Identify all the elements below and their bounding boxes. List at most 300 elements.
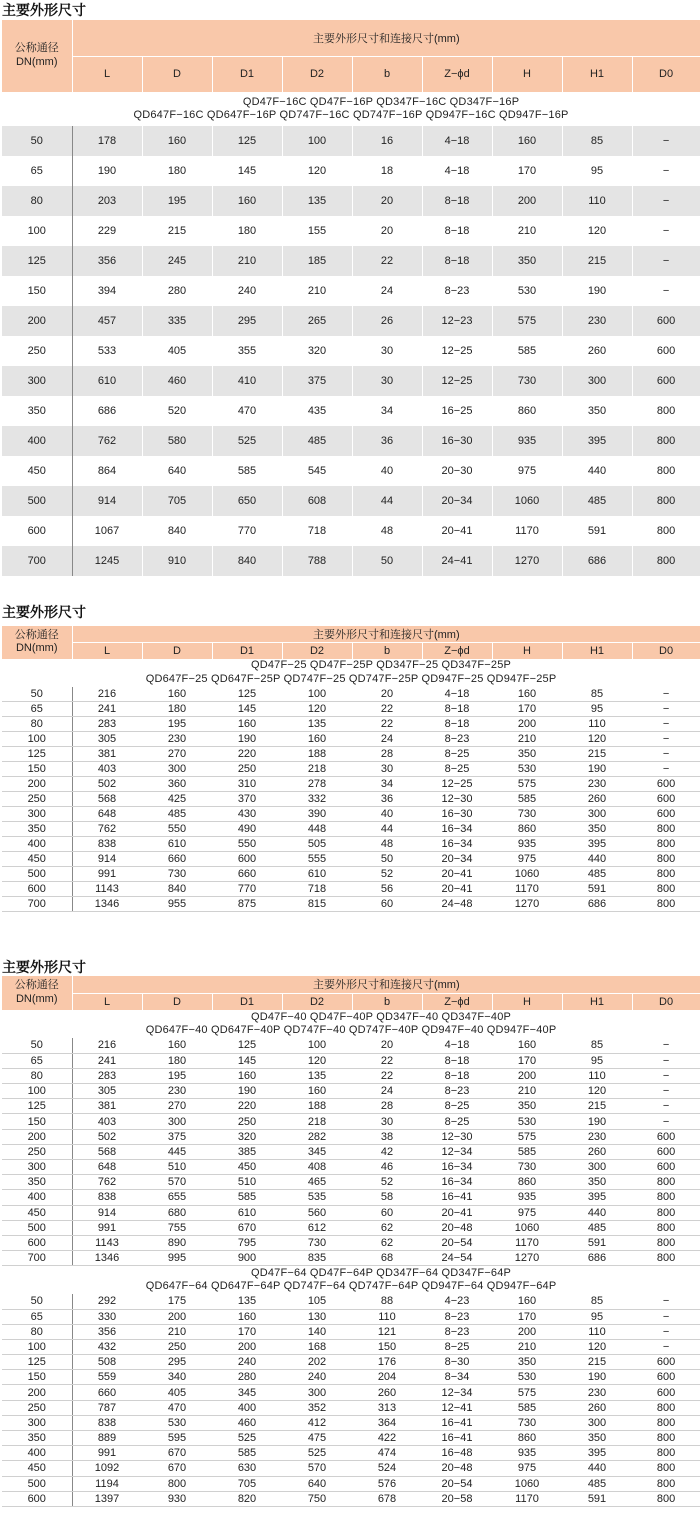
cell-value: 660 [72,1385,142,1400]
cell-value: 610 [282,867,352,882]
cell-dn: 150 [2,1370,72,1385]
cell-value: 20 [352,1038,422,1053]
cell-value: 525 [282,1446,352,1461]
cell-value: 300 [562,1160,632,1175]
cell-value: 591 [562,1235,632,1250]
cell-value: − [632,1053,700,1068]
cell-value: 215 [562,747,632,762]
cell-value: 670 [142,1461,212,1476]
cell-value: 100 [282,126,352,156]
table-row [2,1084,700,1099]
column-header: H1 [562,643,632,659]
cell-dn: 80 [2,186,72,216]
cell-value: 705 [212,1476,282,1491]
cell-dn: 100 [2,732,72,747]
cell-value: 295 [212,306,282,336]
cell-dn: 250 [2,1400,72,1415]
cell-value: 585 [492,1144,562,1159]
cell-value: 991 [72,1220,142,1235]
cell-value: 62 [352,1220,422,1235]
cell-value: 22 [352,702,422,717]
cell-value: 991 [72,867,142,882]
cell-value: 110 [352,1309,422,1324]
cell-value: 160 [492,1294,562,1309]
cell-value: 283 [72,1068,142,1083]
cell-value: 40 [352,807,422,822]
cell-value: 145 [212,702,282,717]
cell-dn: 65 [2,156,72,186]
table-row [2,186,700,216]
cell-value: 648 [72,1160,142,1175]
cell-value: 16−41 [422,1190,492,1205]
cell-value: 160 [492,687,562,702]
cell-value: 1397 [72,1491,142,1506]
cell-value: − [632,246,700,276]
column-header: L [72,643,142,659]
table-row [2,426,700,456]
cell-value: 475 [282,1431,352,1446]
cell-value: 686 [562,897,632,912]
cell-dn: 450 [2,456,72,486]
cell-value: 220 [212,1099,282,1114]
cell-value: 350 [562,822,632,837]
cell-value: 648 [72,807,142,822]
table-row [2,1491,700,1506]
cell-value: − [632,1294,700,1309]
cell-value: 215 [562,1355,632,1370]
cell-value: 835 [282,1251,352,1266]
cell-value: 530 [492,1370,562,1385]
cell-value: 889 [72,1431,142,1446]
cell-value: 955 [142,897,212,912]
table-row [2,1476,700,1491]
cell-value: 730 [142,867,212,882]
cell-value: − [632,1068,700,1083]
cell-value: 215 [562,246,632,276]
column-header: b [352,643,422,659]
cell-value: 356 [72,246,142,276]
cell-value: 340 [142,1370,212,1385]
cell-value: 8−23 [422,1324,492,1339]
table-row [2,126,700,156]
cell-value: 570 [282,1461,352,1476]
cell-value: 394 [72,276,142,306]
cell-value: 16−34 [422,1175,492,1190]
cell-value: 150 [352,1339,422,1354]
cell-value: − [632,1099,700,1114]
cell-value: 16−30 [422,426,492,456]
cell-value: 838 [72,837,142,852]
table-row [2,1205,700,1220]
cell-dn: 250 [2,1144,72,1159]
cell-value: 585 [212,456,282,486]
cell-value: 260 [352,1385,422,1400]
cell-value: 24 [352,276,422,306]
cell-value: 524 [352,1461,422,1476]
model-line-1: QD47F−64 QD47F−64P QD347F−64 QD347F−64P [250,1266,512,1279]
cell-dn: 50 [2,1294,72,1309]
cell-value: 1170 [492,1491,562,1506]
cell-value: 160 [282,732,352,747]
cell-value: 485 [142,807,212,822]
cell-value: − [632,1339,700,1354]
cell-value: 585 [212,1190,282,1205]
cell-value: 305 [72,732,142,747]
cell-dn: 80 [2,1324,72,1339]
cell-value: 560 [282,1205,352,1220]
cell-value: 20−30 [422,456,492,486]
cell-value: 530 [492,276,562,306]
cell-value: − [632,687,700,702]
cell-dn: 450 [2,1205,72,1220]
cell-value: 100 [282,687,352,702]
cell-value: 305 [72,1084,142,1099]
column-header: D2 [282,56,352,92]
cell-value: 400 [212,1400,282,1415]
cell-value: 8−34 [422,1370,492,1385]
table-row [2,1038,700,1053]
cell-value: 381 [72,1099,142,1114]
cell-value: 135 [212,1294,282,1309]
cell-value: 300 [142,1114,212,1129]
cell-value: 36 [352,426,422,456]
cell-value: 215 [142,216,212,246]
cell-value: 88 [352,1294,422,1309]
column-header: b [352,56,422,92]
cell-value: 20−41 [422,867,492,882]
cell-value: 995 [142,1251,212,1266]
cell-value: 135 [282,186,352,216]
header-dn-label: 公称通径 [14,42,59,55]
cell-value: 1060 [492,1476,562,1491]
cell-value: 1143 [72,882,142,897]
cell-value: 403 [72,762,142,777]
cell-dn: 600 [2,516,72,546]
cell-dn: 700 [2,897,72,912]
table-row [2,246,700,276]
table-row [2,852,700,867]
cell-value: 1060 [492,486,562,516]
cell-dn: 500 [2,1220,72,1235]
cell-value: 216 [72,1038,142,1053]
cell-value: 8−30 [422,1355,492,1370]
cell-value: − [632,702,700,717]
cell-value: 591 [562,516,632,546]
cell-value: 1194 [72,1476,142,1491]
cell-value: 230 [562,306,632,336]
cell-value: 300 [142,762,212,777]
table-row [2,456,700,486]
cell-value: 34 [352,396,422,426]
cell-value: 30 [352,1114,422,1129]
cell-value: 12−25 [422,366,492,396]
table-row [2,1431,700,1446]
cell-value: 991 [72,1446,142,1461]
cell-value: 840 [142,882,212,897]
cell-value: 240 [282,1370,352,1385]
table-row [2,276,700,306]
cell-value: 4−18 [422,156,492,186]
cell-value: 295 [142,1355,212,1370]
cell-value: 600 [632,336,700,366]
cell-value: 568 [72,1144,142,1159]
cell-value: 16−48 [422,1446,492,1461]
cell-value: 100 [282,1038,352,1053]
cell-value: 350 [562,396,632,426]
cell-value: 210 [492,1339,562,1354]
cell-value: 860 [492,1175,562,1190]
cell-value: 195 [142,186,212,216]
cell-value: 30 [352,762,422,777]
cell-value: 550 [212,837,282,852]
cell-dn: 125 [2,1355,72,1370]
cell-value: 485 [282,426,352,456]
table-row [2,1385,700,1400]
cell-value: 600 [632,807,700,822]
table-row [2,807,700,822]
table-row [2,1324,700,1339]
cell-value: 440 [562,852,632,867]
cell-value: 210 [142,1324,212,1339]
cell-value: 1270 [492,546,562,576]
cell-dn: 125 [2,246,72,276]
cell-value: 395 [562,1446,632,1461]
cell-dn: 50 [2,687,72,702]
cell-dn: 50 [2,126,72,156]
model-line-2: QD647F−25 QD647F−25P QD747F−25 QD747F−25P QD947F−25 QD947F−25P [145,672,557,685]
table-row [2,687,700,702]
cell-value: 485 [562,486,632,516]
table-row [2,837,700,852]
table-row [2,1144,700,1159]
cell-dn: 350 [2,1431,72,1446]
cell-dn: 600 [2,882,72,897]
cell-value: 770 [212,516,282,546]
header-dn-label: 公称通径 [14,979,59,992]
cell-value: 502 [72,777,142,792]
cell-value: 20−41 [422,882,492,897]
cell-value: 718 [282,516,352,546]
cell-dn: 450 [2,1461,72,1476]
column-header: D1 [212,993,282,1010]
model-list [2,92,700,126]
cell-value: 130 [282,1309,352,1324]
table-row [2,396,700,426]
table-row [2,546,700,576]
cell-value: 8−23 [422,1084,492,1099]
table-row [2,1309,700,1324]
cell-value: 200 [142,1309,212,1324]
cell-value: 640 [142,456,212,486]
cell-value: 678 [352,1491,422,1506]
table-row [2,1068,700,1083]
cell-value: 470 [212,396,282,426]
cell-value: 12−34 [422,1385,492,1400]
cell-value: 762 [72,426,142,456]
header-dn-unit: DN(mm) [15,993,58,1005]
cell-dn: 700 [2,1251,72,1266]
column-header: H [492,643,562,659]
dimension-table-pn40-pn64 [2,976,700,1507]
cell-value: 190 [212,732,282,747]
cell-value: 350 [492,1099,562,1114]
cell-value: 864 [72,456,142,486]
cell-value: 46 [352,1160,422,1175]
cell-value: 860 [492,822,562,837]
cell-value: 160 [212,1068,282,1083]
cell-value: 815 [282,897,352,912]
cell-value: 935 [492,1446,562,1461]
cell-value: 313 [352,1400,422,1415]
cell-value: 686 [562,1251,632,1266]
header-dn-unit: DN(mm) [15,56,58,68]
cell-value: 1170 [492,516,562,546]
cell-value: 56 [352,882,422,897]
cell-value: 120 [562,216,632,246]
cell-value: 975 [492,456,562,486]
cell-value: 110 [562,186,632,216]
model-list [2,1266,700,1294]
cell-value: 188 [282,1099,352,1114]
cell-value: 350 [562,1431,632,1446]
column-header: H [492,56,562,92]
cell-value: 95 [562,702,632,717]
cell-value: 180 [142,156,212,186]
cell-value: 50 [352,546,422,576]
cell-value: 180 [142,1053,212,1068]
cell-value: 260 [562,336,632,366]
cell-value: 800 [632,1220,700,1235]
column-header: D0 [632,56,700,92]
cell-value: 375 [282,366,352,396]
cell-value: 800 [142,1476,212,1491]
cell-dn: 65 [2,1309,72,1324]
cell-dn: 100 [2,216,72,246]
cell-value: 178 [72,126,142,156]
cell-value: − [632,1038,700,1053]
header-group-label: 主要外形尺寸和连接尺寸(mm) [72,976,700,993]
cell-value: 20−54 [422,1476,492,1491]
cell-value: 170 [492,156,562,186]
column-header: D1 [212,643,282,659]
cell-value: 350 [492,1355,562,1370]
cell-value: 435 [282,396,352,426]
cell-dn: 150 [2,762,72,777]
table-row [2,1461,700,1476]
cell-value: 600 [632,1355,700,1370]
cell-value: − [632,156,700,186]
cell-value: 8−18 [422,1068,492,1083]
dimension-table-pn25 [2,626,700,912]
cell-value: 750 [282,1491,352,1506]
cell-value: 4−18 [422,1038,492,1053]
column-header: D0 [632,993,700,1010]
cell-value: 350 [562,1175,632,1190]
cell-value: 787 [72,1400,142,1415]
cell-value: 95 [562,1053,632,1068]
cell-value: 16−34 [422,1160,492,1175]
table-row [2,747,700,762]
cell-value: 1060 [492,867,562,882]
cell-value: 686 [72,396,142,426]
cell-value: 50 [352,852,422,867]
section-title: 主要外形尺寸 [2,605,86,621]
cell-value: 190 [562,276,632,306]
cell-dn: 100 [2,1084,72,1099]
cell-value: 800 [632,1461,700,1476]
cell-value: 425 [142,792,212,807]
cell-value: 610 [212,1205,282,1220]
cell-dn: 400 [2,1446,72,1461]
cell-dn: 250 [2,792,72,807]
cell-value: 355 [212,336,282,366]
cell-value: − [632,717,700,732]
model-line-1: QD47F−40 QD47F−40P QD347F−40 QD347F−40P [250,1010,512,1023]
cell-value: 60 [352,897,422,912]
cell-dn: 125 [2,1099,72,1114]
cell-value: 575 [492,306,562,336]
cell-dn: 200 [2,1129,72,1144]
cell-dn: 50 [2,1038,72,1053]
cell-value: 160 [492,126,562,156]
cell-value: 730 [492,807,562,822]
cell-value: 755 [142,1220,212,1235]
cell-value: 140 [282,1324,352,1339]
cell-value: 20−54 [422,1235,492,1250]
cell-value: 370 [212,792,282,807]
table-row [2,1129,700,1144]
header-dn [2,626,72,659]
column-header: D [142,56,212,92]
cell-value: 505 [282,837,352,852]
cell-value: 405 [142,336,212,366]
table-row [2,1190,700,1205]
cell-value: 335 [142,306,212,336]
cell-value: 465 [282,1175,352,1190]
cell-value: 204 [352,1370,422,1385]
cell-value: 190 [562,762,632,777]
cell-value: 250 [212,762,282,777]
cell-value: 800 [632,1235,700,1250]
cell-value: 800 [632,1251,700,1266]
cell-value: 120 [282,1053,352,1068]
cell-value: 16−25 [422,396,492,426]
cell-value: 4−23 [422,1294,492,1309]
cell-value: 260 [562,1400,632,1415]
cell-value: 450 [212,1160,282,1175]
cell-value: 20−48 [422,1220,492,1235]
cell-value: 576 [352,1476,422,1491]
cell-value: 860 [492,396,562,426]
cell-value: 16 [352,126,422,156]
cell-value: 1270 [492,1251,562,1266]
table-row [2,336,700,366]
table-row [2,867,700,882]
cell-value: 381 [72,747,142,762]
cell-value: 975 [492,852,562,867]
cell-value: 1092 [72,1461,142,1476]
cell-dn: 350 [2,822,72,837]
cell-value: 20 [352,687,422,702]
cell-value: 160 [212,717,282,732]
cell-value: 20 [352,216,422,246]
cell-value: 280 [142,276,212,306]
cell-value: 300 [562,807,632,822]
cell-value: 265 [282,306,352,336]
cell-value: 660 [142,852,212,867]
cell-value: − [632,747,700,762]
cell-value: 412 [282,1415,352,1430]
